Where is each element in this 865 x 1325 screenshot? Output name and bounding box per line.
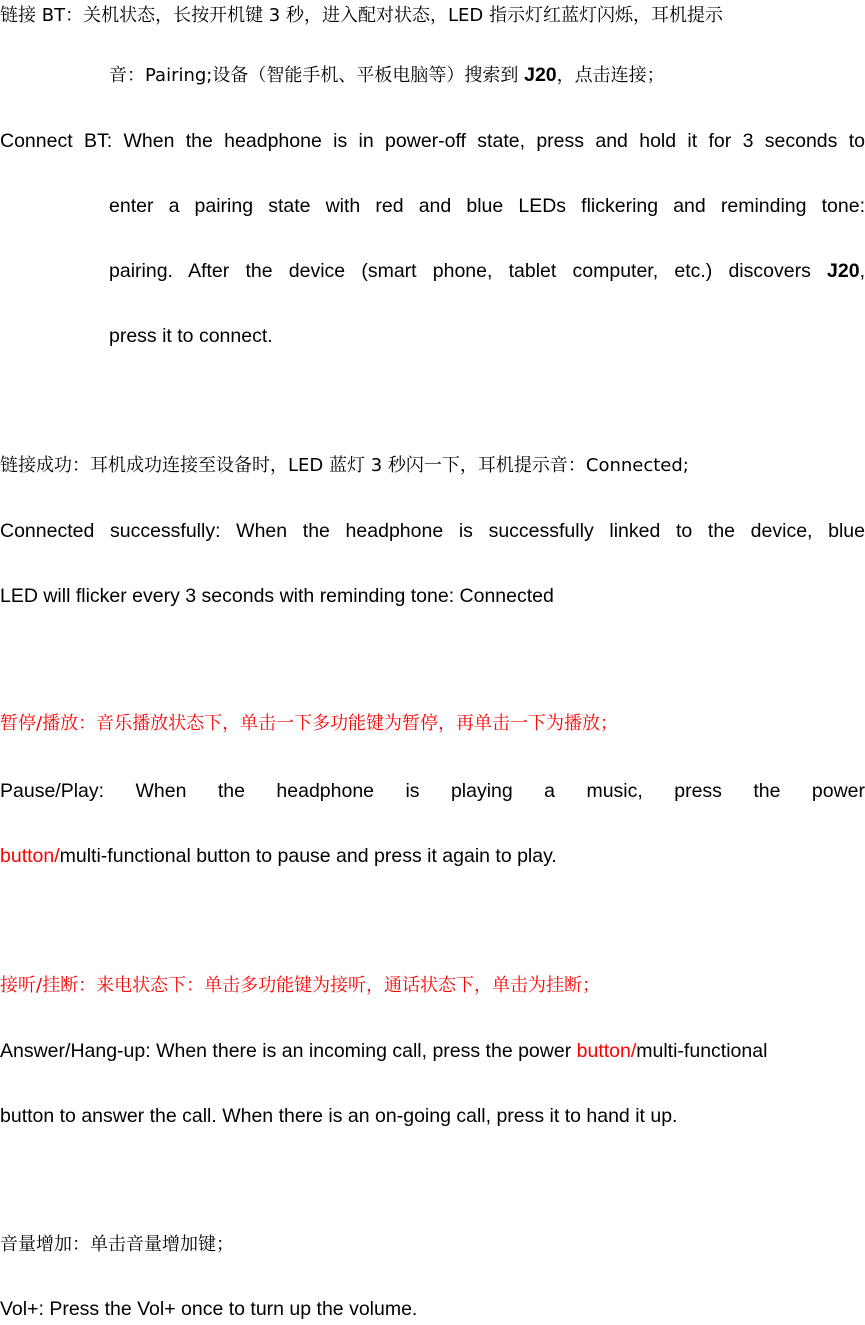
connect-bt-en-line-4: press it to connect.	[109, 325, 273, 347]
pause-play-en-line-1: Pause/Play: When the headphone is playing a music, press the power	[0, 780, 865, 802]
answer-hangup-en-text: Answer/Hang-up: When there is an incoming call, press the power	[0, 1040, 577, 1062]
connect-bt-en-text: pairing. After the device (smart phone, tablet computer, etc.) discovers	[109, 260, 828, 282]
answer-hangup-cn-line-1: 接听/挂断：来电状态下：单击多功能键为接听，通话状态下，单击为挂断；	[0, 975, 601, 996]
connected-en-line-2: LED will flicker every 3 seconds with reminding tone: Connected	[0, 585, 554, 607]
button-keyword: button/	[0, 845, 60, 867]
connect-bt-en-line-2: enter a pairing state with red and blue LEDs flickering and reminding tone:	[109, 195, 865, 217]
connect-bt-en-text-end: ,	[859, 260, 865, 282]
answer-hangup-en-line-2: button to answer the call. When there is an on-going call, press it to hand it up.	[0, 1105, 678, 1127]
volume-up-cn-line-1: 音量增加：单击音量增加键；	[0, 1234, 234, 1255]
connect-bt-cn-text-end: ，点击连接；	[556, 65, 665, 86]
connected-en-line-1: Connected successfully: When the headphone is successfully linked to the device, blue	[0, 520, 865, 542]
connected-cn-line-1: 链接成功：耳机成功连接至设备时，LED 蓝灯 3 秒闪一下，耳机提示音：Connected;	[0, 455, 689, 476]
answer-hangup-en-text-end: multi-functional	[636, 1040, 768, 1062]
connect-bt-cn-text: 音：Pairing;设备（智能手机、平板电脑等）搜索到	[109, 65, 525, 86]
connect-bt-cn-line-1: 链接 BT：关机状态，长按开机键 3 秒，进入配对状态，LED 指示灯红蓝灯闪烁，耳机提示	[0, 5, 723, 26]
answer-hangup-en-line-1	[0, 1035, 865, 1067]
volume-up-en-line-1: Vol+: Press the Vol+ once to turn up the volume.	[0, 1298, 418, 1320]
pause-play-en-line-2	[0, 840, 865, 872]
model-name: J20	[827, 260, 860, 282]
connect-bt-en-line-3	[109, 255, 865, 287]
model-name: J20	[524, 64, 557, 86]
pause-play-cn-line-1: 暂停/播放：音乐播放状态下，单击一下多功能键为暂停，再单击一下为播放；	[0, 713, 619, 734]
connect-bt-en-line-1: Connect BT: When the headphone is in power-off state, press and hold it for 3 seconds to	[0, 130, 865, 152]
connect-bt-cn-line-2	[109, 59, 865, 91]
button-keyword: button/	[576, 1040, 637, 1062]
pause-play-en-text: multi-functional button to pause and press it again to play.	[59, 845, 557, 867]
